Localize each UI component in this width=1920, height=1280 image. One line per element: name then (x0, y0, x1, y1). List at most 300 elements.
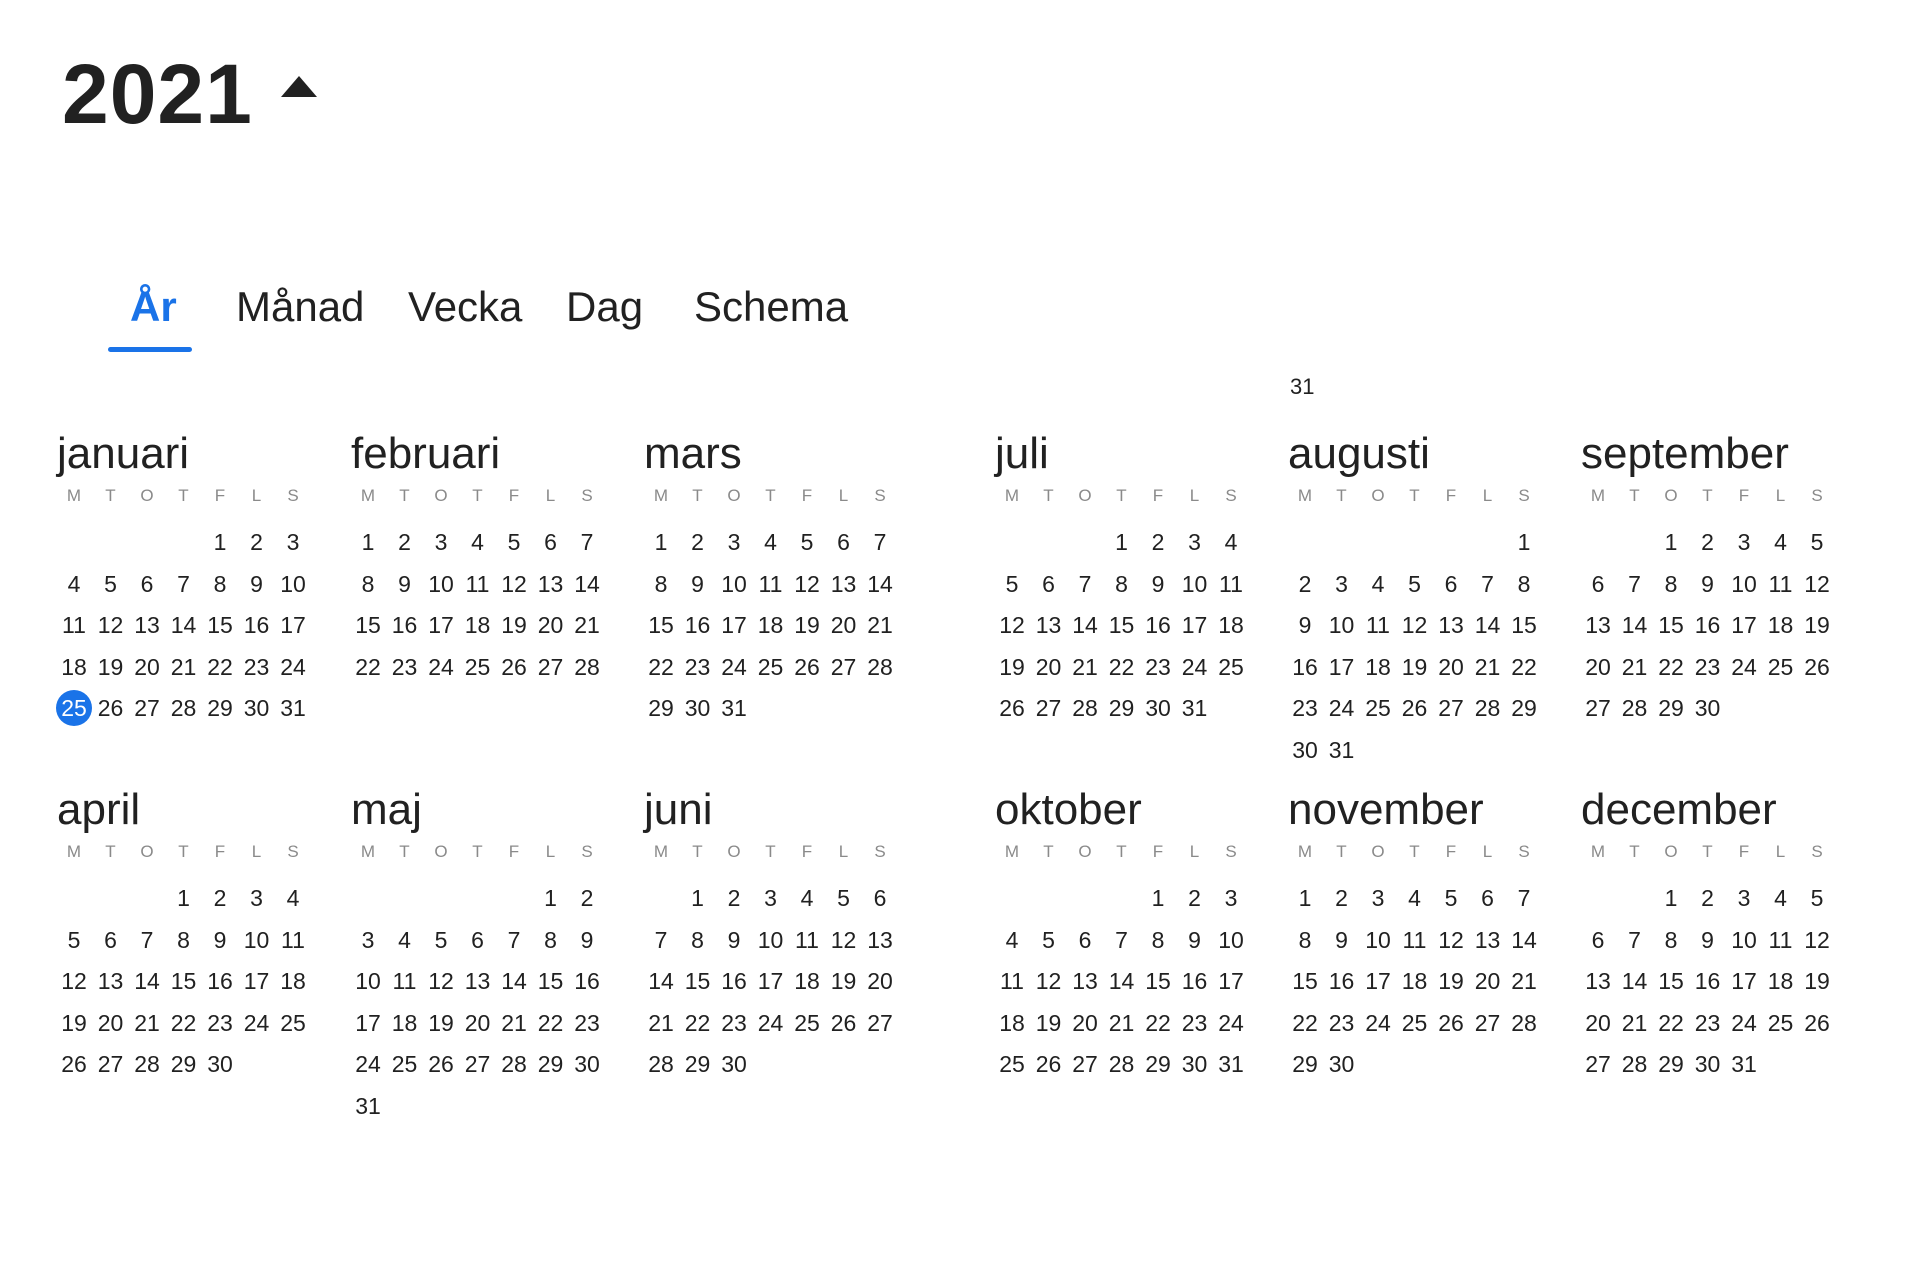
day-cell[interactable]: 30 (1181, 1051, 1208, 1077)
day-cell[interactable]: 6 (104, 926, 117, 953)
month-title[interactable]: oktober (995, 785, 1142, 834)
day-cell[interactable]: 31 (1218, 1051, 1244, 1077)
day-cell[interactable]: 14 (1072, 612, 1098, 638)
day-cell[interactable]: 19 (428, 1009, 454, 1036)
day-cell[interactable]: 8 (1664, 570, 1678, 597)
day-cell[interactable]: 26 (61, 1051, 87, 1077)
day-cell[interactable]: 30 (1694, 695, 1721, 721)
day-cell[interactable]: 1 (1664, 885, 1678, 911)
month-title[interactable]: augusti (1288, 429, 1430, 478)
day-cell[interactable]: 10 (428, 570, 454, 597)
day-cell[interactable]: 7 (1481, 570, 1494, 597)
day-cell[interactable]: 13 (1585, 612, 1611, 638)
day-cell[interactable]: 9 (250, 570, 263, 597)
day-cell[interactable]: 22 (537, 1009, 564, 1036)
day-cell[interactable]: 8 (1151, 926, 1165, 953)
day-cell[interactable]: 27 (830, 653, 857, 680)
year-header[interactable] (62, 46, 317, 142)
day-cell[interactable]: 23 (1694, 653, 1721, 680)
day-cell[interactable]: 24 (1218, 1009, 1244, 1036)
day-cell[interactable]: 4 (1005, 926, 1019, 953)
day-cell[interactable]: 11 (392, 968, 417, 994)
day-cell[interactable]: 28 (1108, 1051, 1135, 1077)
day-cell[interactable]: 4 (1408, 885, 1421, 911)
day-cell[interactable]: 23 (684, 653, 711, 680)
day-cell[interactable]: 18 (61, 653, 87, 680)
day-cell[interactable]: 17 (428, 612, 454, 638)
day-cell[interactable]: 1 (1664, 529, 1678, 555)
day-cell[interactable]: 3 (764, 885, 777, 911)
day-cell[interactable]: 16 (574, 968, 600, 994)
day-cell[interactable]: 20 (1438, 653, 1464, 680)
day-cell[interactable]: 7 (873, 529, 887, 555)
day-cell[interactable]: 11 (465, 570, 490, 597)
day-cell[interactable]: 3 (286, 529, 300, 555)
day-cell[interactable]: 27 (1438, 695, 1464, 721)
day-cell[interactable]: 15 (648, 612, 674, 638)
day-cell[interactable]: 12 (1804, 570, 1830, 597)
day-cell[interactable]: 12 (794, 570, 820, 597)
day-cell[interactable]: 27 (1072, 1051, 1098, 1077)
day-cell[interactable]: 1 (1517, 529, 1531, 555)
day-cell[interactable]: 8 (654, 570, 668, 597)
day-cell[interactable]: 7 (1628, 570, 1641, 597)
day-cell[interactable]: 12 (999, 612, 1025, 638)
day-cell[interactable]: 22 (170, 1009, 197, 1036)
day-cell[interactable]: 1 (177, 885, 190, 911)
day-cell[interactable]: 18 (757, 612, 784, 638)
day-cell[interactable]: 12 (1401, 612, 1428, 638)
day-cell[interactable]: 27 (1585, 695, 1611, 721)
day-cell[interactable]: 28 (574, 653, 600, 680)
day-cell[interactable]: 11 (1000, 968, 1024, 994)
day-cell[interactable]: 17 (1181, 612, 1208, 638)
day-cell[interactable]: 9 (691, 570, 704, 597)
day-cell[interactable]: 30 (684, 695, 711, 721)
day-cell[interactable]: 30 (243, 695, 270, 721)
day-cell[interactable]: 11 (1402, 926, 1427, 953)
day-cell[interactable]: 28 (1511, 1009, 1537, 1036)
day-cell[interactable]: 23 (243, 653, 270, 680)
month-title[interactable]: februari (351, 429, 501, 478)
day-cell[interactable]: 27 (464, 1051, 491, 1077)
day-cell[interactable]: 3 (1737, 885, 1751, 911)
day-cell[interactable]: 17 (1731, 612, 1757, 638)
day-cell[interactable]: 15 (537, 968, 564, 994)
month-title[interactable]: november (1288, 785, 1484, 834)
day-cell[interactable]: 22 (648, 653, 674, 680)
day-cell[interactable]: 31 (721, 695, 747, 721)
day-cell[interactable]: 16 (684, 612, 711, 638)
day-cell[interactable]: 3 (250, 885, 263, 911)
month-december[interactable] (1580, 784, 1842, 1077)
day-cell[interactable]: 19 (61, 1009, 87, 1036)
day-cell[interactable]: 13 (464, 968, 491, 994)
day-cell[interactable]: 13 (1072, 968, 1098, 994)
day-cell[interactable]: 5 (507, 529, 521, 555)
day-cell[interactable]: 11 (1219, 570, 1243, 597)
day-cell[interactable]: 24 (1181, 653, 1208, 680)
day-cell[interactable]: 19 (1035, 1009, 1062, 1036)
day-cell[interactable]: 14 (574, 570, 600, 597)
day-cell[interactable]: 8 (691, 926, 704, 953)
day-cell[interactable]: 21 (1621, 1009, 1648, 1036)
day-cell[interactable]: 30 (1292, 736, 1318, 763)
day-cell[interactable]: 2 (1188, 885, 1201, 911)
day-cell[interactable]: 12 (830, 926, 857, 953)
day-cell[interactable]: 8 (1664, 926, 1678, 953)
day-cell[interactable]: 29 (1658, 695, 1684, 721)
day-cell[interactable]: 30 (207, 1051, 233, 1077)
day-cell[interactable]: 25 (464, 653, 491, 680)
day-cell[interactable]: 22 (207, 653, 233, 680)
day-cell[interactable]: 3 (1737, 529, 1751, 555)
day-cell[interactable]: 2 (250, 529, 263, 555)
day-cell[interactable]: 1 (1151, 885, 1165, 911)
day-cell[interactable]: 20 (1474, 968, 1501, 994)
day-cell[interactable]: 13 (867, 926, 893, 953)
day-cell[interactable]: 20 (1072, 1009, 1098, 1036)
day-cell[interactable]: 14 (648, 968, 674, 994)
day-cell[interactable]: 8 (361, 570, 375, 597)
day-cell[interactable]: 11 (795, 926, 819, 953)
day-cell[interactable]: 15 (170, 968, 197, 994)
day-cell[interactable]: 3 (434, 529, 448, 555)
day-cell[interactable]: 28 (170, 695, 197, 721)
day-cell[interactable]: 2 (1151, 529, 1165, 555)
day-cell[interactable]: 7 (177, 570, 190, 597)
day-cell[interactable]: 11 (281, 926, 305, 953)
day-cell[interactable]: 21 (134, 1009, 160, 1036)
day-cell[interactable]: 23 (1694, 1009, 1721, 1036)
month-oktober[interactable] (994, 784, 1256, 1077)
day-cell[interactable]: 29 (1658, 1051, 1684, 1077)
day-cell[interactable]: 20 (537, 612, 564, 638)
day-cell[interactable]: 5 (1005, 570, 1019, 597)
day-cell[interactable]: 12 (97, 612, 124, 638)
day-cell[interactable]: 29 (684, 1051, 711, 1077)
day-cell[interactable]: 3 (1188, 529, 1201, 555)
day-cell[interactable]: 22 (1292, 1009, 1318, 1036)
day-cell[interactable]: 10 (1731, 926, 1757, 953)
day-cell[interactable]: 31 (1181, 695, 1208, 721)
day-cell[interactable]: 30 (574, 1051, 600, 1077)
day-cell[interactable]: 18 (280, 968, 306, 994)
day-cell[interactable]: 29 (170, 1051, 197, 1077)
day-cell[interactable]: 31 (1731, 1051, 1757, 1077)
day-cell[interactable]: 25 (794, 1009, 820, 1036)
day-cell[interactable]: 19 (1804, 612, 1830, 638)
day-cell[interactable]: 13 (1438, 612, 1464, 638)
day-cell[interactable]: 23 (574, 1009, 600, 1036)
day-cell[interactable]: 21 (501, 1009, 527, 1036)
day-cell[interactable]: 21 (1474, 653, 1501, 680)
day-cell[interactable]: 17 (721, 612, 747, 638)
day-cell[interactable]: 19 (501, 612, 527, 638)
day-cell[interactable]: 12 (1438, 926, 1464, 953)
day-cell[interactable]: 26 (794, 653, 820, 680)
day-cell[interactable]: 5 (1042, 926, 1055, 953)
day-cell[interactable]: 21 (170, 653, 197, 680)
day-cell[interactable]: 30 (1328, 1051, 1355, 1077)
day-cell[interactable]: 26 (1804, 653, 1830, 680)
day-cell[interactable]: 8 (213, 570, 227, 597)
day-cell[interactable]: 4 (471, 529, 484, 555)
month-mars[interactable] (643, 428, 905, 721)
day-cell[interactable]: 5 (67, 926, 81, 953)
day-cell[interactable]: 25 (1218, 653, 1244, 680)
day-cell[interactable]: 12 (501, 570, 527, 597)
day-cell[interactable]: 10 (243, 926, 270, 953)
day-cell[interactable]: 18 (1365, 653, 1391, 680)
day-cell[interactable]: 10 (757, 926, 784, 953)
day-cell[interactable]: 2 (1298, 570, 1312, 597)
day-cell[interactable]: 24 (1731, 1009, 1757, 1036)
day-cell[interactable]: 7 (580, 529, 594, 555)
day-cell[interactable]: 18 (1767, 968, 1794, 994)
day-cell[interactable]: 26 (999, 695, 1025, 721)
month-februari[interactable] (350, 428, 612, 680)
day-cell[interactable]: 2 (1701, 529, 1714, 555)
day-cell[interactable]: 24 (721, 653, 747, 680)
day-cell[interactable]: 15 (1145, 968, 1171, 994)
day-cell[interactable]: 24 (355, 1051, 381, 1077)
day-cell[interactable]: 7 (1628, 926, 1641, 953)
day-cell[interactable]: 18 (999, 1009, 1025, 1036)
day-cell[interactable]: 24 (1731, 653, 1757, 680)
day-cell[interactable]: 16 (1292, 653, 1318, 680)
day-cell[interactable]: 20 (134, 653, 160, 680)
day-cell[interactable]: 4 (67, 570, 81, 597)
day-cell[interactable]: 24 (1365, 1009, 1391, 1036)
day-cell[interactable]: 25 (757, 653, 784, 680)
day-cell[interactable]: 21 (867, 612, 893, 638)
day-cell[interactable]: 14 (1621, 968, 1648, 994)
day-cell[interactable]: 3 (1335, 570, 1348, 597)
day-cell[interactable]: 6 (1481, 885, 1494, 911)
month-title[interactable]: januari (57, 429, 190, 478)
day-cell[interactable]: 11 (62, 612, 86, 638)
day-cell[interactable]: 28 (867, 653, 893, 680)
day-cell[interactable]: 18 (391, 1009, 418, 1036)
day-cell[interactable]: 29 (1108, 695, 1135, 721)
day-cell[interactable]: 22 (1658, 653, 1684, 680)
month-title[interactable]: mars (644, 429, 742, 478)
day-cell[interactable]: 27 (1585, 1051, 1611, 1077)
day-cell[interactable]: 26 (830, 1009, 857, 1036)
day-cell[interactable]: 28 (1072, 695, 1098, 721)
day-cell[interactable]: 19 (1438, 968, 1464, 994)
day-cell[interactable]: 8 (1517, 570, 1531, 597)
day-cell[interactable]: 15 (1658, 612, 1684, 638)
day-cell[interactable]: 16 (1328, 968, 1355, 994)
day-cell[interactable]: 15 (1292, 968, 1318, 994)
day-cell[interactable]: 13 (830, 570, 857, 597)
day-cell[interactable]: 24 (243, 1009, 270, 1036)
day-cell[interactable]: 11 (1768, 926, 1793, 953)
day-cell[interactable]: 10 (1218, 926, 1244, 953)
day-cell[interactable]: 10 (355, 968, 381, 994)
day-cell[interactable]: 22 (1145, 1009, 1171, 1036)
day-cell[interactable]: 28 (1621, 695, 1648, 721)
day-cell[interactable]: 13 (97, 968, 124, 994)
day-cell[interactable]: 14 (867, 570, 893, 597)
day-cell[interactable]: 27 (537, 653, 564, 680)
day-cell[interactable]: 16 (243, 612, 270, 638)
day-cell[interactable]: 1 (1298, 885, 1312, 911)
day-cell[interactable]: 11 (1768, 570, 1793, 597)
day-cell[interactable]: 17 (1365, 968, 1391, 994)
day-cell[interactable]: 9 (1298, 612, 1312, 638)
day-cell[interactable]: 4 (398, 926, 411, 953)
day-cell[interactable]: 9 (580, 926, 594, 953)
day-cell[interactable]: 15 (684, 968, 711, 994)
day-cell[interactable]: 28 (1474, 695, 1501, 721)
day-cell[interactable]: 1 (1115, 529, 1128, 555)
day-cell[interactable]: 3 (727, 529, 741, 555)
day-cell[interactable]: 17 (243, 968, 270, 994)
day-cell[interactable]: 4 (764, 529, 777, 555)
day-cell[interactable]: 12 (428, 968, 454, 994)
day-cell[interactable]: 29 (537, 1051, 564, 1077)
day-cell[interactable]: 29 (1292, 1051, 1318, 1077)
day-cell[interactable]: 1 (691, 885, 704, 911)
day-cell[interactable]: 9 (1701, 926, 1714, 953)
day-cell[interactable]: 14 (1108, 968, 1135, 994)
day-cell[interactable]: 1 (654, 529, 668, 555)
month-title[interactable]: maj (351, 785, 422, 834)
day-cell[interactable]: 21 (648, 1009, 674, 1036)
day-cell[interactable]: 8 (1115, 570, 1128, 597)
day-cell[interactable]: 25 (1401, 1009, 1428, 1036)
day-cell[interactable]: 31 (1328, 736, 1355, 763)
day-cell[interactable]: 26 (1804, 1009, 1830, 1036)
day-cell[interactable]: 29 (207, 695, 233, 721)
day-cell[interactable]: 5 (1810, 529, 1824, 555)
day-cell[interactable]: 26 (1438, 1009, 1464, 1036)
day-cell[interactable]: 25 (999, 1051, 1025, 1077)
day-cell[interactable]: 8 (1298, 926, 1312, 953)
day-cell[interactable]: 14 (134, 968, 160, 994)
day-cell[interactable]: 20 (1035, 653, 1062, 680)
day-cell[interactable]: 26 (1035, 1051, 1062, 1077)
day-cell[interactable]: 27 (97, 1051, 124, 1077)
month-januari[interactable] (56, 428, 318, 721)
day-cell[interactable]: 16 (1145, 612, 1171, 638)
day-cell[interactable]: 4 (1224, 529, 1238, 555)
day-cell[interactable]: 20 (97, 1009, 124, 1036)
day-cell[interactable]: 24 (428, 653, 454, 680)
day-cell[interactable]: 17 (757, 968, 784, 994)
day-cell[interactable]: 2 (1335, 885, 1348, 911)
day-cell[interactable]: 16 (721, 968, 747, 994)
tab-month[interactable]: Månad (236, 283, 365, 330)
day-cell[interactable]: 5 (1444, 885, 1458, 911)
day-cell[interactable]: 2 (1701, 885, 1714, 911)
day-cell[interactable]: 13 (1474, 926, 1501, 953)
day-cell[interactable]: 1 (361, 529, 375, 555)
day-cell[interactable]: 15 (207, 612, 233, 638)
day-cell[interactable]: 12 (1804, 926, 1830, 953)
day-cell[interactable]: 15 (1511, 612, 1537, 638)
month-title[interactable]: juli (995, 429, 1049, 478)
day-cell[interactable]: 5 (1408, 570, 1421, 597)
day-cell[interactable]: 2 (691, 529, 704, 555)
day-cell[interactable]: 27 (1035, 695, 1062, 721)
day-cell[interactable]: 16 (1694, 968, 1721, 994)
day-cell[interactable]: 30 (1145, 695, 1171, 721)
day-cell[interactable]: 6 (1444, 570, 1458, 597)
day-cell[interactable]: 29 (1145, 1051, 1171, 1077)
day-cell[interactable]: 7 (1078, 570, 1092, 597)
day-cell[interactable]: 23 (207, 1009, 233, 1036)
day-cell[interactable]: 20 (464, 1009, 491, 1036)
day-cell[interactable]: 22 (1658, 1009, 1684, 1036)
day-cell[interactable]: 4 (1371, 570, 1385, 597)
day-cell[interactable]: 10 (721, 570, 747, 597)
day-cell[interactable]: 25 (391, 1051, 418, 1077)
day-cell[interactable]: 9 (1701, 570, 1714, 597)
day-cell[interactable]: 9 (398, 570, 411, 597)
day-cell[interactable]: 6 (1591, 570, 1605, 597)
day-cell[interactable]: 27 (1474, 1009, 1501, 1036)
day-cell[interactable]: 21 (574, 612, 600, 638)
day-cell[interactable]: 18 (1218, 612, 1244, 638)
day-cell[interactable]: 19 (794, 612, 820, 638)
day-cell[interactable]: 1 (544, 885, 557, 911)
day-cell[interactable]: 15 (1658, 968, 1684, 994)
day-cell[interactable]: 15 (355, 612, 381, 638)
day-cell[interactable]: 28 (134, 1051, 160, 1077)
day-cell[interactable]: 28 (648, 1051, 674, 1077)
day-cell[interactable]: 7 (1115, 926, 1128, 953)
tab-week[interactable]: Vecka (408, 283, 523, 330)
day-cell[interactable]: 7 (140, 926, 154, 953)
day-cell[interactable]: 2 (213, 885, 227, 911)
day-cell[interactable]: 19 (830, 968, 857, 994)
day-cell[interactable]: 13 (537, 570, 564, 597)
month-maj[interactable] (350, 784, 612, 1119)
day-cell[interactable]: 25 (280, 1009, 306, 1036)
day-cell[interactable]: 5 (837, 885, 850, 911)
day-cell[interactable]: 20 (1585, 1009, 1611, 1036)
day-cell[interactable]: 4 (1774, 885, 1787, 911)
tab-schedule[interactable]: Schema (694, 283, 849, 330)
month-title[interactable]: september (1581, 429, 1789, 478)
day-cell[interactable]: 25 (1767, 653, 1794, 680)
month-augusti[interactable] (1287, 428, 1549, 763)
day-cell[interactable]: 26 (501, 653, 527, 680)
day-cell[interactable]: 1 (213, 529, 227, 555)
day-cell[interactable]: 20 (867, 968, 893, 994)
day-cell[interactable]: 6 (837, 529, 850, 555)
day-cell[interactable]: 18 (794, 968, 820, 994)
day-cell[interactable]: 19 (1401, 653, 1428, 680)
tab-day[interactable]: Dag (566, 283, 644, 330)
day-cell[interactable]: 21 (1621, 653, 1648, 680)
day-cell[interactable]: 23 (1292, 695, 1318, 721)
day-cell[interactable]: 24 (1328, 695, 1355, 721)
day-cell[interactable]: 7 (1517, 885, 1531, 911)
day-cell[interactable]: 9 (727, 926, 741, 953)
day-cell[interactable]: 17 (1328, 653, 1355, 680)
day-cell[interactable]: 25 (56, 690, 92, 726)
month-title[interactable]: december (1581, 785, 1777, 834)
day-cell[interactable]: 26 (97, 695, 124, 721)
day-cell[interactable]: 21 (1511, 968, 1537, 994)
day-cell[interactable]: 6 (544, 529, 557, 555)
day-cell[interactable]: 28 (501, 1051, 527, 1077)
